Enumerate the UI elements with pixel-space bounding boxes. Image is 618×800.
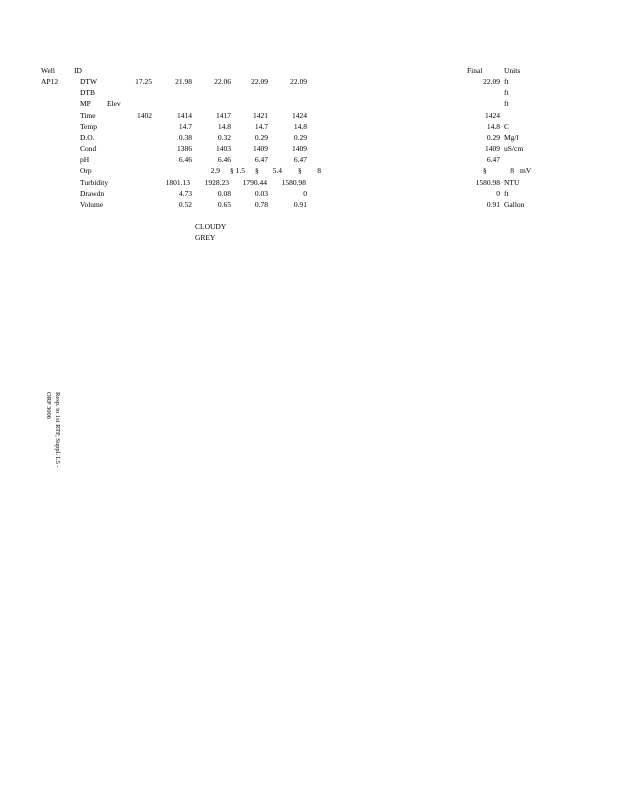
final-cell: 1424	[485, 111, 500, 120]
cell: 0.03	[254, 189, 268, 198]
cell: 0.29	[254, 133, 268, 142]
cell: 6.46	[217, 155, 231, 164]
row-label-mp-elev: Elev	[107, 99, 121, 108]
final-header: Final	[467, 66, 483, 75]
row-label-drawdn: Drawdn	[80, 189, 105, 198]
cell: 1386	[177, 144, 192, 153]
row-label-time: Time	[80, 111, 96, 120]
well-id: AP12	[41, 77, 59, 86]
final-cell: 1409	[485, 144, 500, 153]
section-symbol: §	[255, 166, 259, 175]
cell: 1414	[177, 111, 192, 120]
cell: 1417	[216, 111, 231, 120]
cell: 4.73	[178, 189, 192, 198]
cell: 1402	[137, 111, 152, 120]
unit-cell: ft	[504, 189, 509, 198]
final-cell: 14.8	[486, 122, 500, 131]
section-symbol: §	[298, 166, 302, 175]
cell: 14.8	[217, 122, 231, 131]
final-cell: 0.29	[486, 133, 500, 142]
cell: 14.7	[178, 122, 192, 131]
unit-cell: uS/cm	[504, 144, 524, 153]
row-label-temp: Temp	[80, 122, 97, 131]
row-label-orp: Orp	[80, 166, 92, 175]
row-label-turbidity: Turbidity	[80, 178, 109, 187]
cell: 1409	[253, 144, 268, 153]
cell: 1790.44	[242, 178, 267, 187]
unit-cell: ft	[504, 99, 509, 108]
final-cell: 0	[496, 189, 500, 198]
final-cell: 22.09	[483, 77, 500, 86]
cell: 14.8	[293, 122, 307, 131]
unit-cell: Gallon	[504, 200, 525, 209]
cell: 22.06	[214, 77, 231, 86]
cell: 22.09	[290, 77, 307, 86]
unit-cell: C	[504, 122, 510, 131]
final-cell: 1580.98	[475, 178, 500, 187]
row-label-dtw: DTW	[80, 77, 98, 86]
cell: 0.32	[217, 133, 231, 142]
id-header: ID	[74, 66, 82, 75]
cell: 1801.13	[165, 178, 190, 187]
cell: 6.46	[178, 155, 192, 164]
side-note	[0, 392, 62, 468]
cell: 0	[303, 189, 307, 198]
cell: 0.38	[178, 133, 192, 142]
cell: 6.47	[254, 155, 268, 164]
cell: 0.08	[217, 189, 231, 198]
cell: 0.91	[293, 200, 307, 209]
unit-cell: ft	[504, 88, 509, 97]
cell: 5.4	[272, 166, 282, 175]
side-note-line2: ORP 3006	[45, 392, 52, 420]
final-cell: 6.47	[486, 155, 500, 164]
note-grey: GREY	[195, 233, 216, 242]
cell: 0.65	[217, 200, 231, 209]
row-label-ph: pH	[80, 155, 90, 164]
side-note-line1: Resp. to 1st RTP, Suppl. L5 -	[54, 392, 61, 468]
cell: 1421	[253, 111, 268, 120]
cell: 1424	[292, 111, 307, 120]
unit-cell: ft	[504, 77, 509, 86]
cell: 0.52	[178, 200, 192, 209]
cell: 8	[317, 166, 321, 175]
row-label-do: D.O.	[80, 133, 95, 142]
row-label-dtb: DTB	[80, 88, 95, 97]
final-cell: 8	[510, 166, 514, 175]
cell: 14.7	[254, 122, 268, 131]
cell: 17.25	[135, 77, 152, 86]
section-symbol: §	[230, 166, 234, 175]
cell: 2.9	[210, 166, 220, 175]
cell: 21.98	[175, 77, 192, 86]
units-header: Units	[504, 66, 521, 75]
cell: 6.47	[293, 155, 307, 164]
well-header: Well	[41, 66, 55, 75]
cell: 1580.98	[281, 178, 306, 187]
cell: 1928.23	[204, 178, 229, 187]
cell: 0.78	[254, 200, 268, 209]
unit-cell: mV	[520, 166, 532, 175]
cell: 22.09	[251, 77, 268, 86]
row-label-volume: Volume	[80, 200, 104, 209]
cell: 1.5	[235, 166, 245, 175]
row-label-cond: Cond	[80, 144, 97, 153]
cell: 1409	[292, 144, 307, 153]
row-label-mp: MP	[80, 99, 91, 108]
final-cell: 0.91	[486, 200, 500, 209]
unit-cell: Mg/l	[504, 133, 519, 142]
cell: 1403	[216, 144, 231, 153]
unit-cell: NTU	[504, 178, 520, 187]
cell: 0.29	[293, 133, 307, 142]
note-cloudy: CLOUDY	[195, 222, 227, 231]
section-symbol: §	[483, 166, 487, 175]
